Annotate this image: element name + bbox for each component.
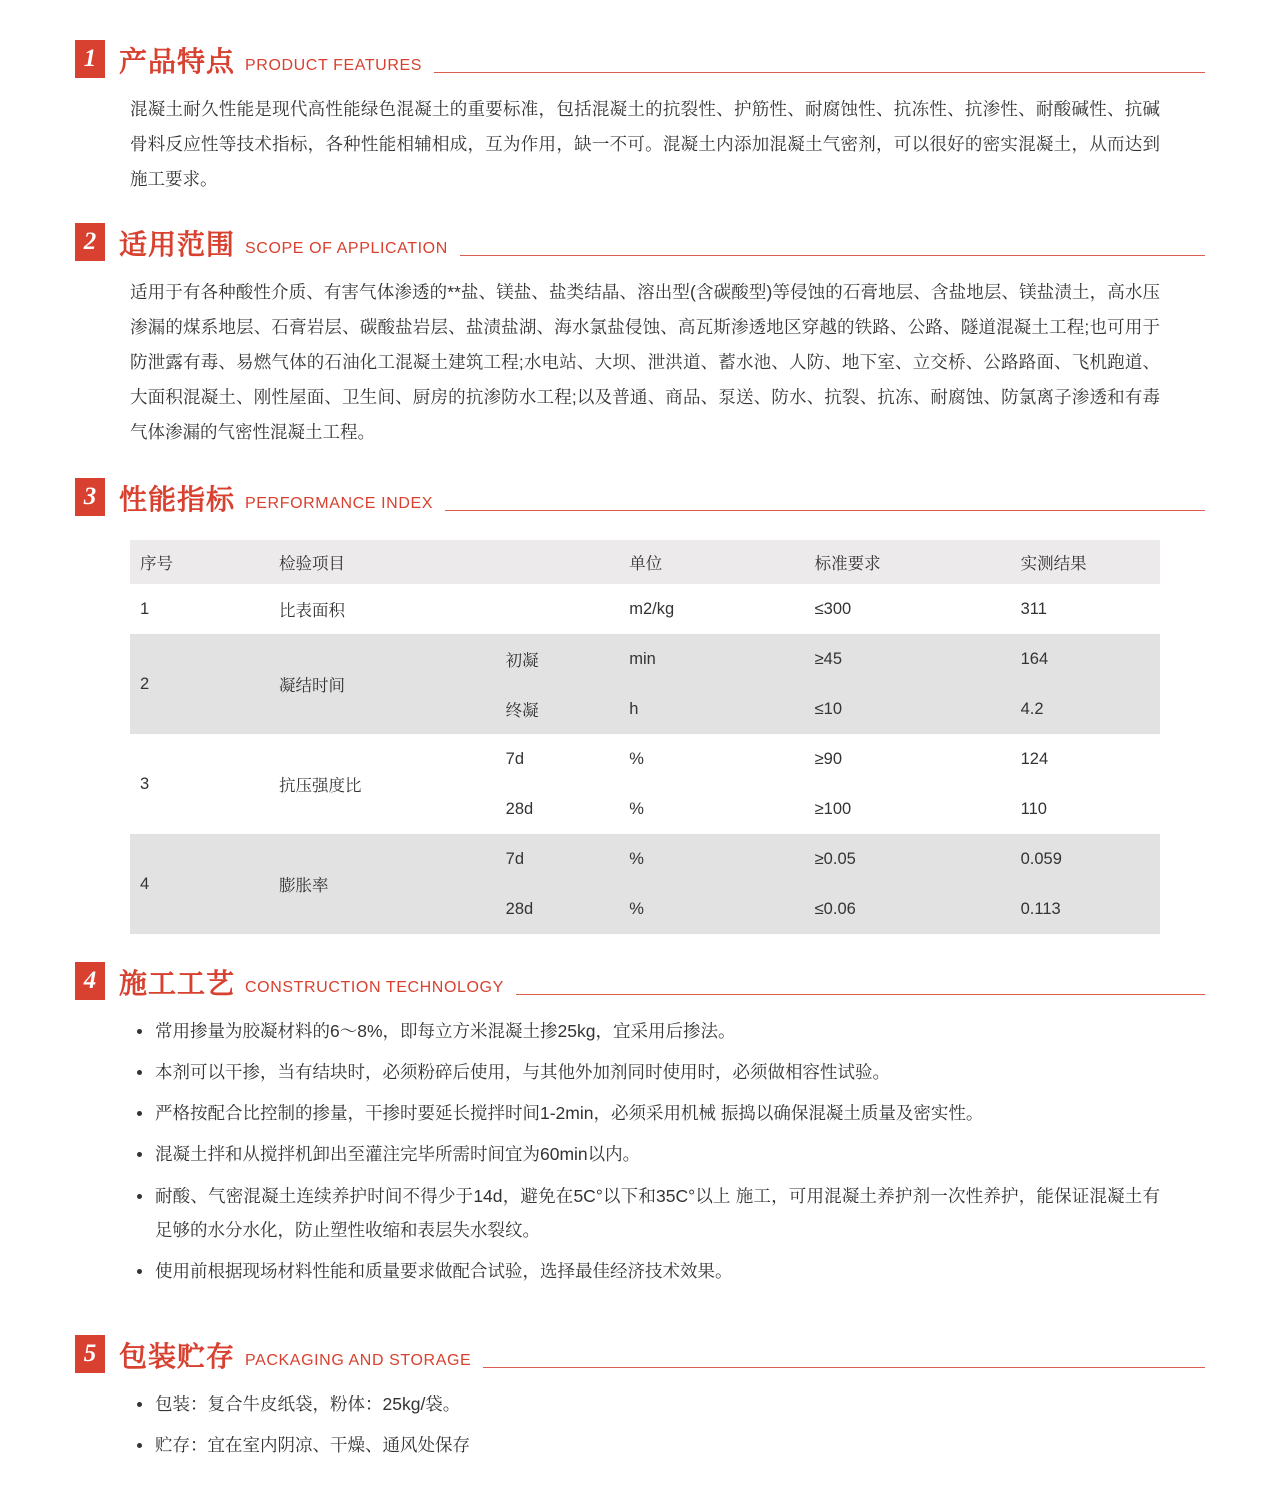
cell-unit: % <box>619 734 804 784</box>
section-number-badge: 5 <box>75 1335 105 1373</box>
cell-subitem: 28d <box>496 784 620 834</box>
cell-no: 1 <box>130 584 269 634</box>
cell-item: 比表面积 <box>269 584 619 634</box>
cell-unit: h <box>619 684 804 734</box>
section-title-cn: 性能指标 <box>119 484 236 515</box>
section-heading-packaging <box>75 1335 1205 1373</box>
cell-unit: min <box>619 634 804 684</box>
cell-item: 膨胀率 <box>269 834 496 934</box>
cell-no: 4 <box>130 834 269 934</box>
table-row <box>130 584 1160 634</box>
table-header-row <box>130 540 1160 584</box>
table-header-cell: 实测结果 <box>1011 540 1160 584</box>
section-heading-performance <box>75 478 1205 516</box>
cell-unit: % <box>619 784 804 834</box>
section-title-cn: 适用范围 <box>119 229 236 260</box>
section-title-en: PACKAGING AND STORAGE <box>245 1351 472 1369</box>
section-title-cn: 包装贮存 <box>119 1340 236 1372</box>
list-item: 本剂可以干掺，当有结块时，必须粉碎后使用，与其他外加剂同时使用时，必须做相容性试验。 <box>133 1055 1160 1089</box>
product-features-paragraph: 混凝土耐久性能是现代高性能绿色混凝土的重要标准，包括混凝土的抗裂性、护筋性、耐腐蚀性、抗冻性、抗渗性、耐酸碱性、抗碱骨料反应性等技术指标，各种性能相辅相成，互为作用，缺一不可。混凝土内添加混凝土气密剂，可以很好的密实混凝土，从而达到施工要求。 <box>130 99 1160 189</box>
performance-index-table <box>130 540 1160 934</box>
table-header-cell: 检验项目 <box>269 540 619 584</box>
scope-paragraph: 适用于有各种酸性介质、有害气体渗透的**盐、镁盐、盐类结晶、溶出型(含碳酸型)等侵蚀的石膏地层、含盐地层、镁盐渍土，高水压渗漏的煤系地层、石膏岩层、碳酸盐岩层、盐渍盐湖、海水氯盐侵蚀、高瓦斯渗透地区穿越的铁路、公路、隧道混凝土工程;也可用于防泄露有毒、易燃气体的石油化工混凝土建筑工程;水电站、大坝、泄洪道、蓄水池、人防、地下室、立交桥、公路路面、飞机跑道、大面积混凝土、刚性屋面、卫生间、厨房的抗渗防水工程;以及普通、商品、泵送、防水、抗裂、抗冻、耐腐蚀、防氯离子渗透和有毒气体渗漏的气密性混凝土工程。 <box>130 282 1160 442</box>
cell-no: 2 <box>130 634 269 734</box>
cell-unit: m2/kg <box>619 584 804 634</box>
list-item: 严格按配合比控制的掺量，干掺时要延长搅拌时间1-2min，必须采用机械 振捣以确保混凝土质量及密实性。 <box>133 1096 1160 1130</box>
cell-subitem: 28d <box>496 884 620 934</box>
table-header-cell: 序号 <box>130 540 269 584</box>
spacer <box>75 934 1205 962</box>
cell-subitem: 终凝 <box>496 684 620 734</box>
cell-unit: % <box>619 834 804 884</box>
list-item: 混凝土拌和从搅拌机卸出至灌注完毕所需时间宜为60min以内。 <box>133 1137 1160 1171</box>
table-row <box>130 834 1160 884</box>
cell-subitem: 7d <box>496 834 620 884</box>
cell-subitem: 7d <box>496 734 620 784</box>
cell-subitem: 初凝 <box>496 634 620 684</box>
cell-unit: % <box>619 884 804 934</box>
cell-standard: ≤0.06 <box>805 884 1011 934</box>
list-item: 耐酸、气密混凝土连续养护时间不得少于14d，避免在5C°以下和35C°以上 施工，可用混凝土养护剂一次性养护，能保证混凝土有足够的水分水化，防止塑性收缩和表层失水裂纹。 <box>133 1179 1160 1247</box>
section-number-badge: 3 <box>75 478 105 516</box>
section-title-en: SCOPE OF APPLICATION <box>245 240 448 257</box>
cell-item: 抗压强度比 <box>269 734 496 834</box>
section-heading-construction <box>75 962 1205 1000</box>
table-row <box>130 734 1160 784</box>
cell-result: 164 <box>1011 634 1160 684</box>
table-row <box>130 634 1160 684</box>
cell-standard: ≥100 <box>805 784 1011 834</box>
cell-no: 3 <box>130 734 269 834</box>
spacer <box>75 197 1205 223</box>
cell-result: 110 <box>1011 784 1160 834</box>
section-title-cn: 产品特点 <box>119 46 236 77</box>
cell-standard: ≤300 <box>805 584 1011 634</box>
table-header-cell: 单位 <box>619 540 804 584</box>
cell-result: 124 <box>1011 734 1160 784</box>
construction-technology-list <box>75 1014 1205 1288</box>
spacer <box>75 450 1205 478</box>
section-heading-scope <box>75 223 1205 261</box>
performance-table-wrapper <box>75 522 1205 934</box>
cell-standard: ≥45 <box>805 634 1011 684</box>
cell-result: 0.059 <box>1011 834 1160 884</box>
section-number-badge: 4 <box>75 962 105 1000</box>
heading-rule <box>460 255 1205 256</box>
list-item: 使用前根据现场材料性能和质量要求做配合试验，选择最佳经济技术效果。 <box>133 1254 1160 1288</box>
section-title-en: PRODUCT FEATURES <box>245 57 423 74</box>
list-item: 常用掺量为胶凝材料的6～8%，即每立方米混凝土掺25kg，宜采用后掺法。 <box>133 1014 1160 1048</box>
list-item: 包装：复合牛皮纸袋，粉体：25kg/袋。 <box>133 1387 1160 1421</box>
heading-rule <box>434 72 1205 73</box>
packaging-storage-list <box>75 1387 1205 1462</box>
cell-result: 4.2 <box>1011 684 1160 734</box>
section-title-en: CONSTRUCTION TECHNOLOGY <box>245 979 504 996</box>
section-number-badge: 1 <box>75 40 105 78</box>
spacer <box>75 1295 1205 1335</box>
cell-standard: ≥0.05 <box>805 834 1011 884</box>
heading-rule <box>483 1367 1205 1368</box>
cell-standard: ≥90 <box>805 734 1011 784</box>
section-title-cn: 施工工艺 <box>119 968 236 999</box>
cell-result: 0.113 <box>1011 884 1160 934</box>
cell-item: 凝结时间 <box>269 634 496 734</box>
cell-standard: ≤10 <box>805 684 1011 734</box>
list-item: 贮存：宜在室内阴凉、干燥、通风处保存 <box>133 1428 1160 1462</box>
heading-rule <box>445 510 1205 511</box>
section-title-en: PERFORMANCE INDEX <box>245 495 434 512</box>
heading-rule <box>516 994 1205 995</box>
section-heading-product-features <box>75 40 1205 78</box>
section-number-badge: 2 <box>75 223 105 261</box>
cell-result: 311 <box>1011 584 1160 634</box>
table-header-cell: 标准要求 <box>805 540 1011 584</box>
